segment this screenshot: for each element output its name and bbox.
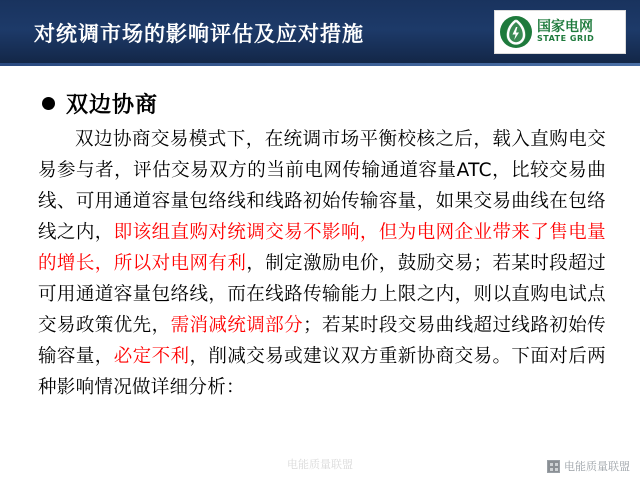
qr-code-icon: [547, 460, 560, 473]
watermark-right: [547, 458, 630, 474]
paragraph-run: ；若某时段交易曲线超过线路初始传输容量，: [38, 315, 606, 367]
paragraph-run: ，制定激励电价，鼓励交易；若某时段超过可用通道容量包络线，而在线路传输能力上限之内，则以直购电试点交易政策优先，: [38, 253, 606, 336]
paragraph-run-emphasis: 必定不利: [113, 346, 190, 367]
logo-text-en: STATE GRID: [537, 34, 595, 44]
state-grid-logo-icon: [499, 15, 533, 49]
watermark-right-label: 电能质量联盟: [564, 460, 630, 473]
state-grid-logo: [494, 10, 626, 54]
slide-header: [0, 0, 640, 66]
paragraph-run-emphasis: 即该组直购对统调交易不影响，但为电网企业带来了售电量的增长，所以对电网有利: [38, 222, 606, 274]
slide-content: [0, 66, 640, 480]
bullet-heading: [42, 88, 158, 119]
page-title: 对统调市场的影响评估及应对措施: [34, 22, 364, 46]
slide-footer: [0, 440, 640, 480]
logo-text-cn: 国家电网: [537, 19, 593, 36]
paragraph-run: 双边协商交易模式下，在统调市场平衡校核之后，载入直购电交易参与者，评估交易双方的当前电网传输通道容量ATC，比较交易曲线、可用通道容量包络线和线路初始传输容量，如果交易曲线在包络线之内，: [38, 129, 606, 243]
bullet-heading-label: 双边协商: [66, 93, 159, 118]
paragraph-run-emphasis: 需消减统调部分: [170, 315, 304, 336]
paragraph-run: ，削减交易或建议双方重新协商交易。下面对后两种影响情况做详细分析：: [38, 346, 606, 398]
bullet-dot-icon: [42, 97, 55, 110]
watermark-center: 电能质量联盟: [287, 458, 353, 471]
logo-text: [537, 20, 594, 43]
body-paragraph: [38, 124, 606, 403]
